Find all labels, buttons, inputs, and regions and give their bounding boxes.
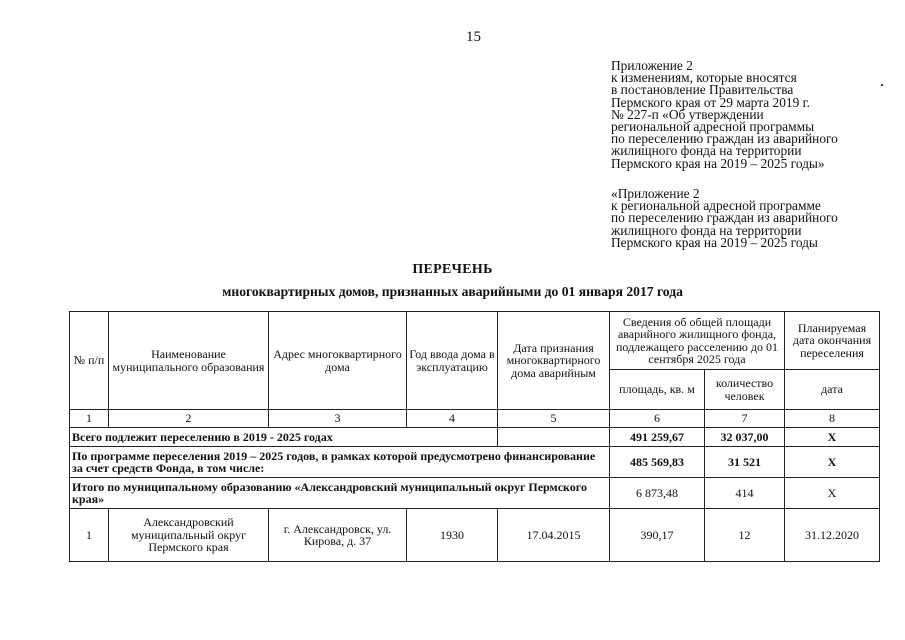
column-number: 5 (498, 410, 610, 428)
table-header-row (70, 312, 880, 370)
appendix-line: жилищного фонда на территории (611, 222, 802, 238)
header-municipality: Наименование муниципального образования (109, 312, 269, 410)
appendix-line: Пермского края на 2019 – 2025 годы» (611, 155, 825, 171)
appendix-note-amendment (611, 60, 838, 170)
total-area: 491 259,67 (610, 428, 705, 447)
table-row (70, 509, 880, 562)
row-address: г. Александровск, ул. Кирова, д. 37 (269, 509, 407, 562)
row-date-recognized: 17.04.2015 (498, 509, 610, 562)
appendix-line: № 227-п «Об утверждении (611, 106, 764, 122)
appendix-line: Пермского края от 29 марта 2019 г. (611, 94, 810, 110)
municipality-total-row (70, 478, 880, 509)
appendix-line: Пермского края на 2019 – 2025 годы (611, 234, 818, 250)
header-date-recognized: Дата признания многоквартирного дома аварийным (498, 312, 610, 410)
column-number: 3 (269, 410, 407, 428)
column-number: 8 (785, 410, 880, 428)
header-people-count: количество человек (705, 370, 785, 410)
appendix-line: к региональной адресной программе (611, 198, 821, 214)
header-date: дата (785, 370, 880, 410)
column-number: 7 (705, 410, 785, 428)
header-num: № п/п (70, 312, 109, 410)
header-area-info: Сведения об общей площади аварийного жилищного фонда, подлежащего расселению до 01 сентября 2025 года (610, 312, 785, 370)
total-date: Х (785, 428, 880, 447)
buildings-table (69, 311, 880, 562)
total-people: 32 037,00 (705, 428, 785, 447)
header-year: Год ввода дома в эксплуатацию (407, 312, 498, 410)
row-area: 390,17 (610, 509, 705, 562)
total-label: Всего подлежит переселению в 2019 - 2025 годах (70, 428, 498, 447)
program-total-label: По программе переселения 2019 – 2025 годов, в рамках которой предусмотрено финансирование за счет средств Фонда, в том числе: (70, 447, 610, 478)
row-planned-date: 31.12.2020 (785, 509, 880, 562)
column-number: 6 (610, 410, 705, 428)
stray-dot (881, 84, 883, 86)
total-row (70, 428, 880, 447)
appendix-line: Приложение 2 (611, 58, 693, 73)
header-area-sqm: площадь, кв. м (610, 370, 705, 410)
document-title: ПЕРЕЧЕНЬ (412, 262, 493, 277)
row-municipality: Александровский муниципальный округ Пермского края (109, 509, 269, 562)
municipality-total-label: Итого по муниципальному образованию «Александровский муниципальный округ Пермского края» (70, 478, 610, 509)
appendix-line: региональной адресной программы (611, 119, 815, 135)
appendix-line: по переселению граждан из аварийного (611, 131, 838, 147)
appendix-line: «Приложение 2 (611, 186, 700, 201)
program-total-date: Х (785, 447, 880, 478)
municipality-total-area: 6 873,48 (610, 478, 705, 509)
header-address: Адрес многоквартирного дома (269, 312, 407, 410)
column-number: 1 (70, 410, 109, 428)
appendix-line: по переселению граждан из аварийного (611, 210, 838, 226)
program-total-area: 485 569,83 (610, 447, 705, 478)
column-number: 2 (109, 410, 269, 428)
column-number-row (70, 410, 880, 428)
row-year: 1930 (407, 509, 498, 562)
column-number: 4 (407, 410, 498, 428)
municipality-total-date: Х (785, 478, 880, 509)
appendix-line: к изменениям, которые вносятся (611, 70, 797, 86)
appendix-line: в постановление Правительства (611, 82, 794, 98)
program-total-row (70, 447, 880, 478)
page-number: 15 (466, 29, 481, 45)
empty-cell (498, 428, 610, 447)
program-total-people: 31 521 (705, 447, 785, 478)
municipality-total-people: 414 (705, 478, 785, 509)
row-people: 12 (705, 509, 785, 562)
appendix-note-program (611, 188, 838, 249)
appendix-line: жилищного фонда на территории (611, 143, 802, 159)
row-num: 1 (70, 509, 109, 562)
header-planned-end: Планируемая дата окончания переселения (785, 312, 880, 370)
document-subtitle: многоквартирных домов, признанных аварийными до 01 января 2017 года (222, 284, 683, 299)
